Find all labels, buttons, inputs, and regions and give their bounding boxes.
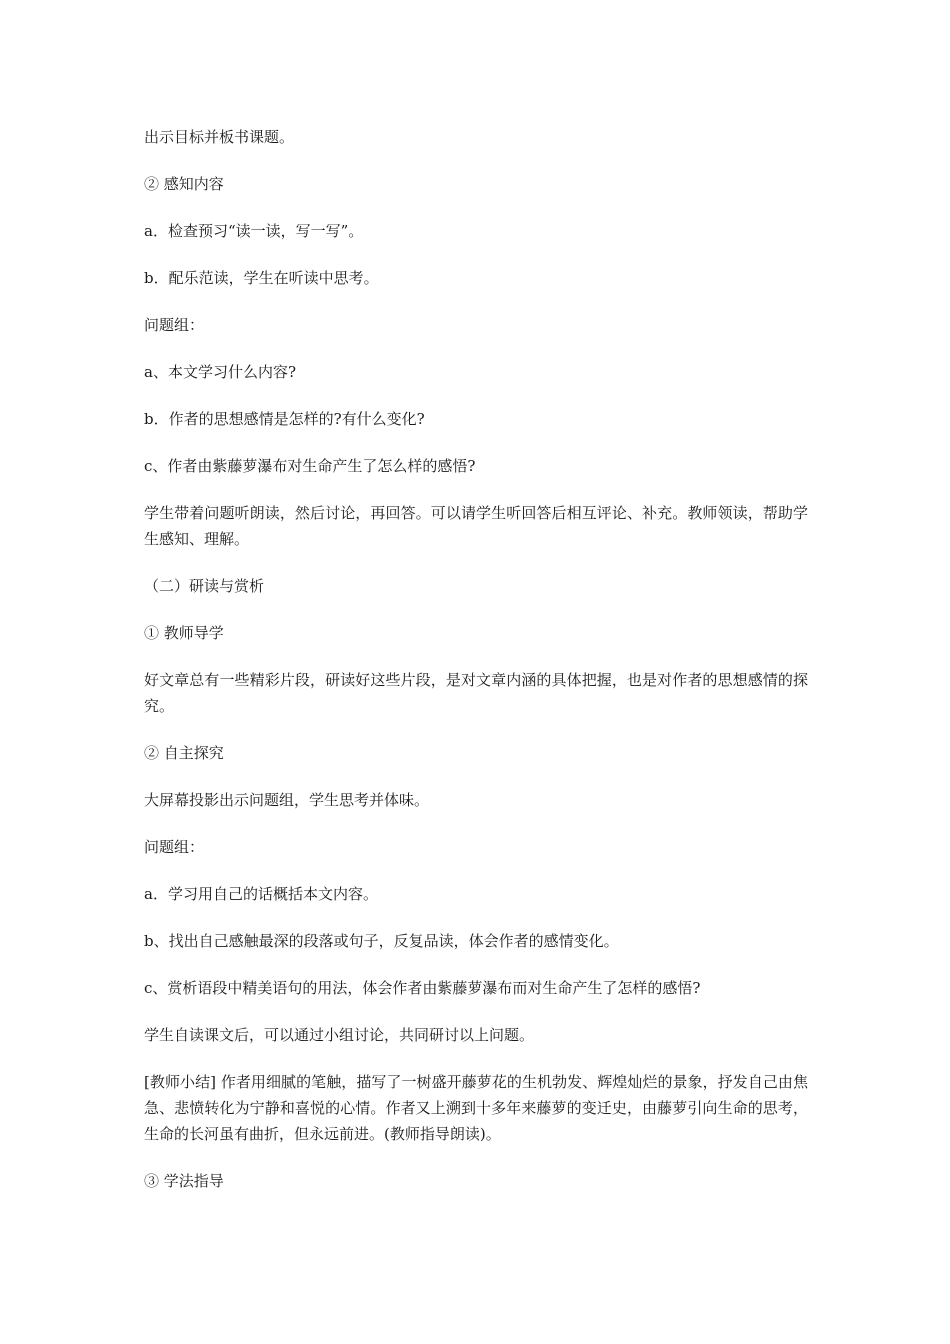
question-item: b、找出自己感触最深的段落或句子，反复品读，体会作者的感情变化。 [144,932,619,950]
question-item: c、赏析语段中精美语句的用法，体会作者由紫藤萝瀑布而对生命产生了怎样的感悟? [144,979,701,997]
label-question-group: 问题组： [144,838,205,856]
paragraph-self-reading: 学生自读课文后，可以通过小组讨论，共同研讨以上问题。 [144,1026,535,1044]
paragraph-discussion: 学生带着问题听朗读，然后讨论，再回答。可以请学生听回答后相互评论、补充。教师领读，帮助学生感知、理解。 [144,504,808,548]
paragraph-check-preview: a．检查预习“读一读，写一写”。 [144,222,364,240]
question-item: b．作者的思想感情是怎样的?有什么变化? [144,410,425,428]
paragraph-projection: 大屏幕投影出示问题组，学生思考并体味。 [144,791,430,809]
label-question-group: 问题组： [144,316,205,334]
heading-perceive-content: ② 感知内容 [144,175,224,193]
paragraph-teacher-summary: [教师小结] 作者用细腻的笔触，描写了一树盛开藤萝花的生机勃发、辉煌灿烂的景象，抒发自己由焦急、悲愤转化为宁静和喜悦的心情。作者又上溯到十多年来藤萝的变迁史，由藤萝引向生命的思考，生命的长河虽有曲折，但永远前进。(教师指导朗读)。 [144,1073,808,1143]
paragraph-model-reading: b．配乐范读，学生在听读中思考。 [144,269,379,287]
question-item: a．学习用自己的话概括本文内容。 [144,885,378,903]
paragraph-show-objectives: 出示目标并板书课题。 [144,128,295,146]
document-body [144,124,808,1215]
heading-self-exploration: ② 自主探究 [144,744,224,762]
question-item: a、本文学习什么内容? [144,363,296,381]
paragraph-excellent-passages: 好文章总有一些精彩片段，研读好这些片段，是对文章内涵的具体把握，也是对作者的思想感情的探究。 [144,671,808,715]
heading-study-method: ③ 学法指导 [144,1172,224,1190]
question-item: c、作者由紫藤萝瀑布对生命产生了怎么样的感悟? [144,457,476,475]
section-heading-study-appreciation: （二）研读与赏析 [144,577,265,595]
heading-teacher-guide: ① 教师导学 [144,624,224,642]
